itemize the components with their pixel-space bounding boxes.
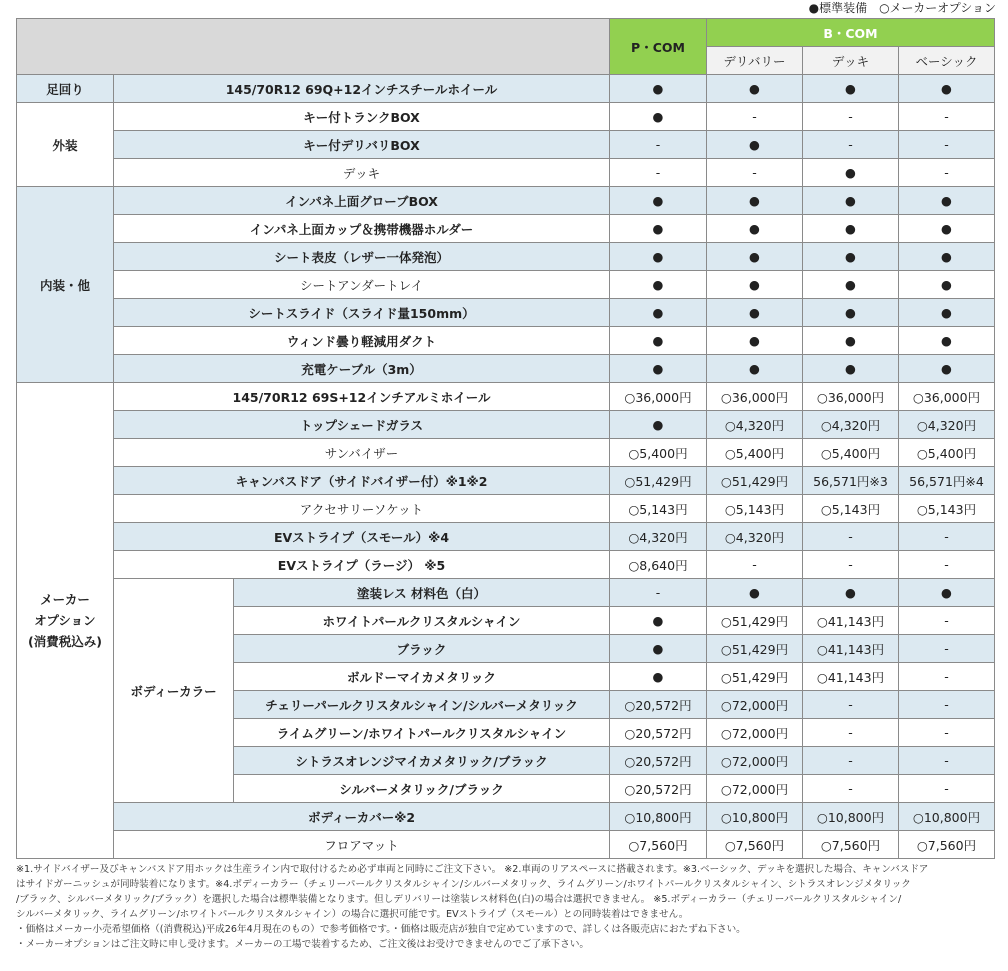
item-value: ●	[610, 607, 707, 635]
item-value: ○10,800円	[707, 803, 803, 831]
table-row	[17, 579, 995, 607]
item-value: ●	[707, 243, 803, 271]
item-value: -	[899, 691, 995, 719]
table-row	[17, 271, 995, 299]
item-label: シートアンダートレイ	[114, 271, 610, 299]
item-value: -	[803, 523, 899, 551]
item-value: ○51,429円	[610, 467, 707, 495]
item-value: ●	[707, 579, 803, 607]
item-value: ●	[610, 243, 707, 271]
table-row	[17, 187, 995, 215]
item-value: ●	[707, 215, 803, 243]
item-label: 塗装レス 材料色（白）	[234, 579, 610, 607]
item-value: ○7,560円	[899, 831, 995, 859]
item-value: ●	[610, 299, 707, 327]
item-value: ○51,429円	[707, 607, 803, 635]
equipment-table	[16, 18, 995, 859]
category-body-color: ボディーカラー	[114, 579, 234, 803]
header-delivery: デリバリー	[707, 47, 803, 75]
category-suspension: 足回り	[17, 75, 114, 103]
item-value: ○5,400円	[899, 439, 995, 467]
table-row	[17, 355, 995, 383]
item-value: ○36,000円	[707, 383, 803, 411]
category-maker-option-line: オプション	[34, 613, 96, 628]
item-value: ●	[803, 187, 899, 215]
item-value: -	[707, 159, 803, 187]
table-row	[17, 215, 995, 243]
item-label: ライムグリーン/ホワイトパールクリスタルシャイン	[234, 719, 610, 747]
item-label: キャンバスドア（サイドバイザー付）※1※2	[114, 467, 610, 495]
item-value: ●	[899, 215, 995, 243]
header-deck: デッキ	[803, 47, 899, 75]
item-label: EVストライプ（ラージ） ※5	[114, 551, 610, 579]
item-label: アクセサリーソケット	[114, 495, 610, 523]
item-value: ●	[899, 355, 995, 383]
category-interior: 内装・他	[17, 187, 114, 383]
item-label: 145/70R12 69Q+12インチスチールホイール	[114, 75, 610, 103]
legend: ●標準装備 ○メーカーオプション	[808, 1, 996, 15]
item-value: -	[899, 523, 995, 551]
item-value: ●	[899, 243, 995, 271]
item-label: フロアマット	[114, 831, 610, 859]
item-value: ●	[610, 215, 707, 243]
item-value: ●	[803, 327, 899, 355]
item-label: シトラスオレンジマイカメタリック/ブラック	[234, 747, 610, 775]
item-value: ○20,572円	[610, 747, 707, 775]
item-value: ○4,320円	[610, 523, 707, 551]
item-value: ●	[610, 663, 707, 691]
item-value: ○10,800円	[803, 803, 899, 831]
item-value: ○72,000円	[707, 691, 803, 719]
item-value: -	[707, 103, 803, 131]
category-maker-option-line: メーカー	[40, 592, 90, 607]
item-value: -	[707, 551, 803, 579]
item-value: ●	[803, 243, 899, 271]
item-value: ●	[610, 187, 707, 215]
item-value: ○72,000円	[707, 719, 803, 747]
item-value: ○4,320円	[707, 411, 803, 439]
table-row	[17, 327, 995, 355]
footnote-line: はサイドガーニッシュが同時装着になります。※4.ボディーカラー（チェリーパールクリスタルシャイン/シルバーメタリック、ライムグリーン/ホワイトパールクリスタルシャイン、シトラスオレンジメタリック	[16, 879, 911, 890]
item-label: シルバーメタリック/ブラック	[234, 775, 610, 803]
item-value: 56,571円※3	[803, 467, 899, 495]
table-row	[17, 439, 995, 467]
item-value: ○4,320円	[899, 411, 995, 439]
item-value: ○51,429円	[707, 467, 803, 495]
item-value: ●	[803, 299, 899, 327]
item-value: ○5,400円	[707, 439, 803, 467]
item-value: -	[803, 551, 899, 579]
item-value: ○36,000円	[610, 383, 707, 411]
item-label: 145/70R12 69S+12インチアルミホイール	[114, 383, 610, 411]
item-label: ブラック	[234, 635, 610, 663]
item-value: ○36,000円	[803, 383, 899, 411]
item-value: -	[899, 775, 995, 803]
item-value: ●	[610, 355, 707, 383]
item-value: ○7,560円	[707, 831, 803, 859]
table-row	[17, 551, 995, 579]
table-row	[17, 299, 995, 327]
item-value: ○41,143円	[803, 663, 899, 691]
item-value: -	[803, 719, 899, 747]
item-value: ●	[803, 271, 899, 299]
item-value: ○41,143円	[803, 607, 899, 635]
header-blank	[17, 19, 610, 75]
item-label: EVストライプ（スモール）※4	[114, 523, 610, 551]
table-row	[17, 131, 995, 159]
item-value: ●	[707, 355, 803, 383]
item-value: -	[899, 719, 995, 747]
item-value: ○8,640円	[610, 551, 707, 579]
item-value: -	[899, 747, 995, 775]
item-value: ●	[899, 299, 995, 327]
item-value: -	[803, 747, 899, 775]
footnotes	[16, 862, 996, 952]
item-value: ○10,800円	[899, 803, 995, 831]
item-value: ●	[899, 271, 995, 299]
item-value: ○5,143円	[707, 495, 803, 523]
item-value: ○7,560円	[610, 831, 707, 859]
item-value: -	[803, 131, 899, 159]
item-label: ボディーカバー※2	[114, 803, 610, 831]
item-value: ●	[707, 187, 803, 215]
footnote-line: /ブラック、シルバーメタリック/ブラック）を選択した場合は標準装備となります。但しデリバリーは塗装レス材料色(白)の場合は選択できません。 ※5.ボディーカラー（チェリーパールクリスタルシャイン/	[16, 894, 902, 905]
header-p-com: P・COM	[610, 19, 707, 75]
item-value: -	[899, 551, 995, 579]
item-label: トップシェードガラス	[114, 411, 610, 439]
item-value: ○4,320円	[803, 411, 899, 439]
item-value: ○4,320円	[707, 523, 803, 551]
item-label: 充電ケーブル（3m）	[114, 355, 610, 383]
item-value: ●	[803, 355, 899, 383]
footnote-line: ・メーカーオプションはご注文時に申し受けます。メーカーの工場で装着するため、ご注文後はお受けできませんのでご了承下さい。	[16, 939, 590, 950]
item-value: -	[610, 131, 707, 159]
item-label: インパネ上面グローブBOX	[114, 187, 610, 215]
item-value: ●	[803, 579, 899, 607]
table-row	[17, 411, 995, 439]
item-value: ○5,143円	[610, 495, 707, 523]
item-value: ●	[610, 271, 707, 299]
category-maker-option-line: (消費税込み)	[28, 634, 102, 649]
table-row	[17, 243, 995, 271]
item-value: ○5,400円	[803, 439, 899, 467]
item-value: -	[899, 663, 995, 691]
item-value: ○5,143円	[899, 495, 995, 523]
table-row	[17, 495, 995, 523]
item-label: キー付トランクBOX	[114, 103, 610, 131]
item-value: -	[803, 691, 899, 719]
item-value: ○51,429円	[707, 635, 803, 663]
item-value: ●	[707, 131, 803, 159]
item-value: ●	[707, 299, 803, 327]
item-value: ●	[899, 75, 995, 103]
footnote-line: シルバーメタリック、ライムグリーン/ホワイトパールクリスタルシャイン）の場合に選択可能です。EVストライプ（スモール）との同時装着はできません。	[16, 909, 689, 920]
table-row	[17, 103, 995, 131]
item-value: -	[610, 159, 707, 187]
item-label: キー付デリバリBOX	[114, 131, 610, 159]
table-row	[17, 467, 995, 495]
item-value: ○20,572円	[610, 775, 707, 803]
table-row	[17, 75, 995, 103]
footnote-line: ※1.サイドバイザー及びキャンバスドア用ホックは生産ライン内で取付けるため必ず車両と同時にご注文下さい。 ※2.車両のリアスペースに搭載されます。※3.ベーシック、デッキを選択した場合、キャンバスドア	[16, 864, 929, 875]
item-value: ●	[610, 327, 707, 355]
item-value: ●	[899, 579, 995, 607]
item-value: ●	[610, 75, 707, 103]
table-row	[17, 803, 995, 831]
item-label: インパネ上面カップ＆携帯機器ホルダー	[114, 215, 610, 243]
item-value: ○7,560円	[803, 831, 899, 859]
category-maker-option	[17, 383, 114, 859]
item-value: ○36,000円	[899, 383, 995, 411]
item-value: ○41,143円	[803, 635, 899, 663]
item-value: ○5,143円	[803, 495, 899, 523]
item-value: 56,571円※4	[899, 467, 995, 495]
category-exterior: 外装	[17, 103, 114, 187]
item-value: ○20,572円	[610, 691, 707, 719]
footnote-line: ・価格はメーカー小売希望価格（(消費税込)平成26年4月現在のもの）で参考価格です。・価格は販売店が独自で定めていますので、詳しくは各販売店におたずね下さい。	[16, 924, 746, 935]
item-value: ●	[610, 103, 707, 131]
item-value: ●	[803, 75, 899, 103]
item-value: ●	[803, 159, 899, 187]
item-label: シートスライド（スライド量150mm）	[114, 299, 610, 327]
item-label: シート表皮（レザー一体発泡）	[114, 243, 610, 271]
item-label: ボルドーマイカメタリック	[234, 663, 610, 691]
item-label: デッキ	[114, 159, 610, 187]
item-value: ●	[803, 215, 899, 243]
item-value: -	[899, 635, 995, 663]
table-row	[17, 383, 995, 411]
item-value: ●	[610, 635, 707, 663]
item-value: -	[610, 579, 707, 607]
item-value: ●	[707, 271, 803, 299]
item-label: ウィンド曇り軽減用ダクト	[114, 327, 610, 355]
table-row	[17, 831, 995, 859]
item-value: ○5,400円	[610, 439, 707, 467]
item-value: ○72,000円	[707, 747, 803, 775]
item-value: -	[803, 103, 899, 131]
item-value: -	[899, 103, 995, 131]
item-value: -	[899, 159, 995, 187]
item-value: ○10,800円	[610, 803, 707, 831]
item-value: ●	[899, 187, 995, 215]
item-label: サンバイザー	[114, 439, 610, 467]
item-value: ●	[899, 327, 995, 355]
item-value: -	[899, 131, 995, 159]
table-row	[17, 159, 995, 187]
table-row	[17, 523, 995, 551]
item-value: -	[899, 607, 995, 635]
item-value: ●	[610, 411, 707, 439]
item-value: ○51,429円	[707, 663, 803, 691]
item-value: ○72,000円	[707, 775, 803, 803]
item-value: ●	[707, 327, 803, 355]
item-value: ●	[707, 75, 803, 103]
header-b-com: B・COM	[707, 19, 995, 47]
item-value: -	[803, 775, 899, 803]
item-value: ○20,572円	[610, 719, 707, 747]
header-basic: ベーシック	[899, 47, 995, 75]
item-label: チェリーパールクリスタルシャイン/シルバーメタリック	[234, 691, 610, 719]
item-label: ホワイトパールクリスタルシャイン	[234, 607, 610, 635]
